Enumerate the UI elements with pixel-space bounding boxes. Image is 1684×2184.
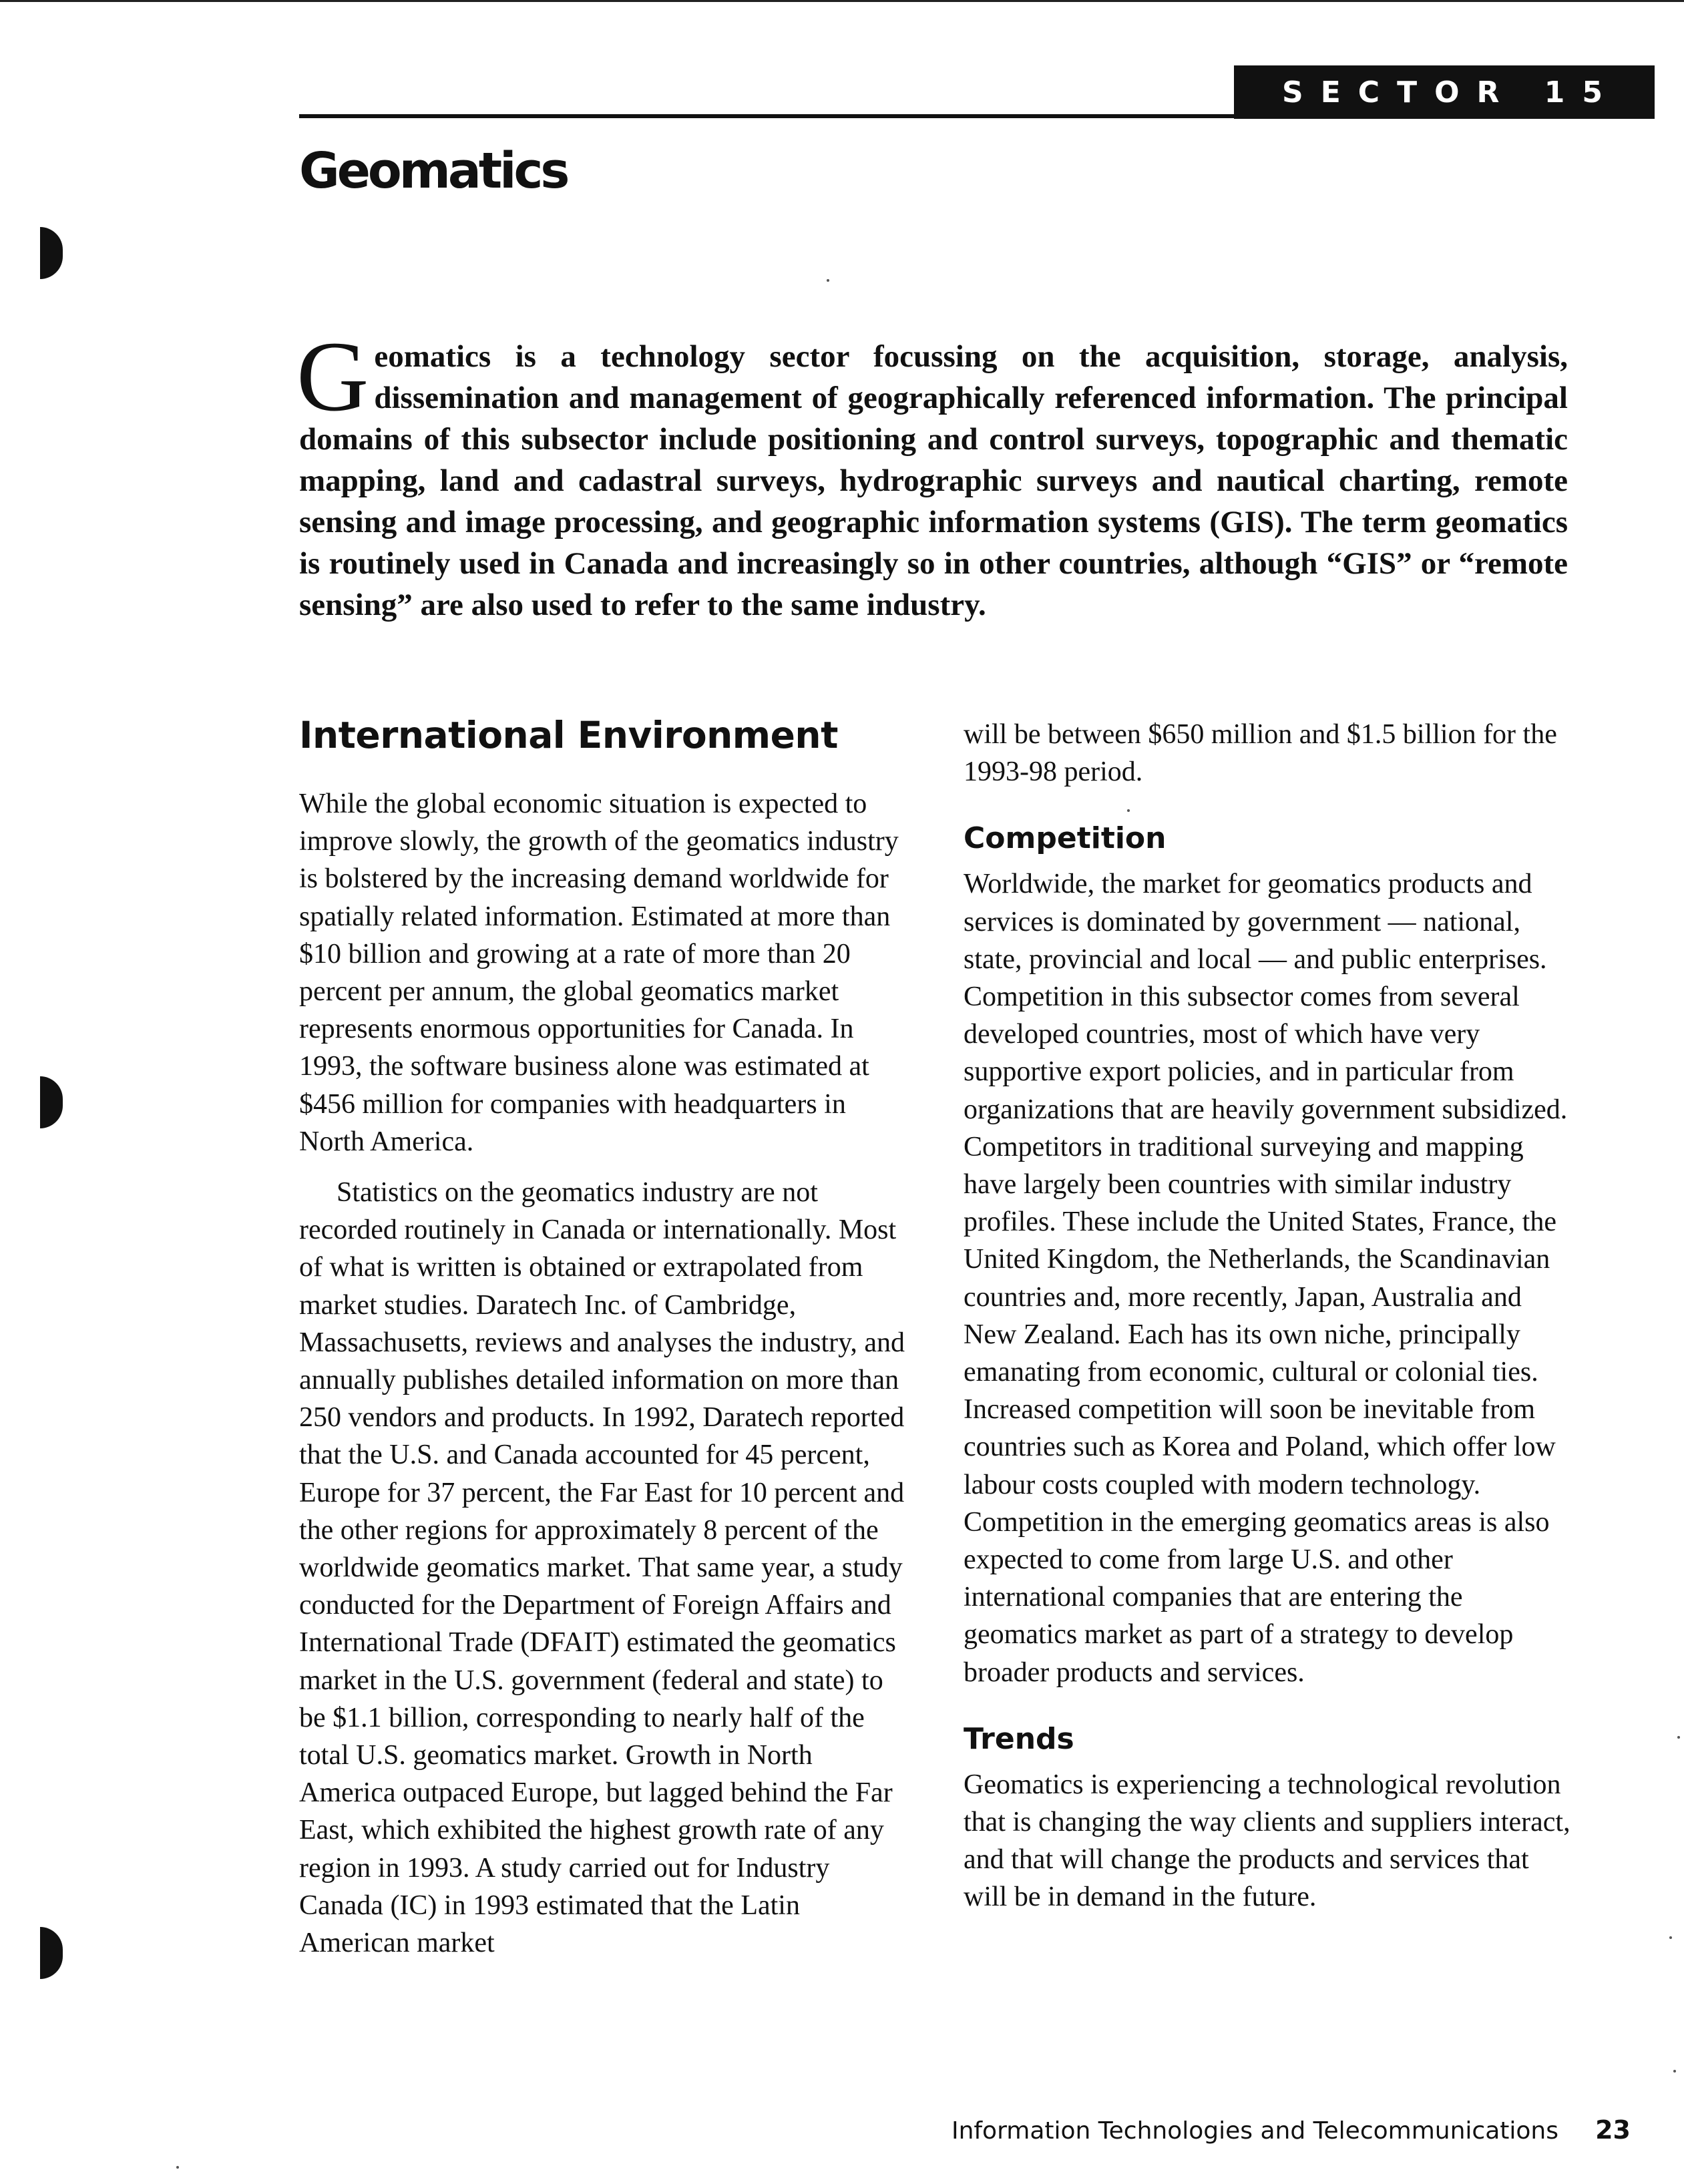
scan-speck [1673, 2070, 1676, 2072]
international-paragraph-2: Statistics on the geomatics industry are not recorded routinely in Canada or internationally. Most of what is written is obtained or extrapolated from market studies. Daratech Inc. of Cambridge, Massachusetts, reviews and analyses the industry, and annually publishes detailed information on more than 250 vendors and products. In 1992, Daratech reported that the U.S. and Canada accounted for 45 percent, Europe for 37 percent, the Far East for 10 percent and the other regions for approximately 8 percent of the worldwide geomatics market. That same year, a study conducted for the Department of Foreign Affairs and International Trade (DFAIT) estimated the geomatics market in the U.S. government (federal and state) to be $1.1 billion, corresponding to nearly half of the total U.S. geomatics market. Growth in North America outpaced Europe, but lagged behind the Far East, which exhibited the highest growth rate of any region in 1993. A study carried out for Industry Canada (IC) in 1993 estimated that the Latin American market [299, 1177, 905, 1959]
left-column [299, 712, 913, 1962]
right-column [964, 716, 1578, 1916]
footer-publication: Information Technologies and Telecommunications [951, 2117, 1558, 2145]
trends-paragraph: Geomatics is experiencing a technological revolution that is changing the way clients and suppliers interact, and that will change the products and services that will be in demand in the future. [964, 1769, 1570, 1913]
section-heading-competition: Competition [964, 821, 1167, 856]
international-paragraph-2-continued: will be between $650 million and $1.5 billion for the 1993-98 period. [964, 719, 1557, 788]
intro-text: eomatics is a technology sector focussing on the acquisition, storage, analysis, dissemination and management of geographically referenced information. The principal domains of this subsector include positioning and control surveys, topographic and thematic mapping, land and cadastral surveys, hydrographic surveys and nautical charting, remote sensing and image processing, and geographic information systems (GIS). The term geomatics is routinely used in Canada and increasingly so in other countries, although “GIS” or “remote sensing” are also used to refer to the same industry. [299, 339, 1568, 622]
intro-paragraph [296, 321, 1568, 626]
header-rule [299, 114, 1655, 118]
section-heading-international: International Environment [299, 714, 838, 756]
scan-speck [1669, 1936, 1672, 1939]
scan-speck [1127, 809, 1130, 812]
page-title: Geomatics [299, 142, 568, 200]
international-paragraph-1: While the global economic situation is expected to improve slowly, the growth of the geomatics industry is bolstered by the increasing demand worldwide for spatially related information. Estimated at more than $10 billion and growing at a rate of more than 20 percent per annum, the global geomatics market represents enormous opportunities for Canada. In 1993, the software business alone was estimated at $456 million for companies with headquarters in North America. [299, 789, 899, 1157]
page-number: 23 [1595, 2115, 1631, 2145]
section-heading-trends: Trends [964, 1721, 1074, 1756]
drop-cap: G [296, 321, 369, 432]
binder-hole-top [40, 227, 63, 279]
binder-hole-bottom [40, 1927, 63, 1979]
scan-speck [1677, 1736, 1680, 1739]
competition-paragraph: Worldwide, the market for geomatics products and services is dominated by government — national, state, provincial and local — and public enterprises. Competition in this subsector comes from several developed countries, most of which have very supportive export policies, and in particular from organizations that are heavily government subsidized. Competitors in traditional surveying and mapping have largely been countries with similar industry profiles. These include the United States, France, the United Kingdom, the Netherlands, the Scandinavian countries and, more recently, Japan, Australia and New Zealand. Each has its own niche, principally emanating from economic, cultural or colonial ties. Increased competition will soon be inevitable from countries such as Korea and Poland, which offer low labour costs coupled with modern technology. Competition in the emerging geomatics areas is also expected to come from large U.S. and other international companies that are entering the geomatics market as part of a strategy to develop broader products and services. [964, 869, 1568, 1688]
page-top-edge [0, 0, 1684, 2]
scan-speck [176, 2166, 179, 2169]
sector-label: SECTOR 15 [1234, 65, 1655, 119]
binder-hole-middle [40, 1076, 63, 1128]
scan-speck [827, 279, 829, 282]
